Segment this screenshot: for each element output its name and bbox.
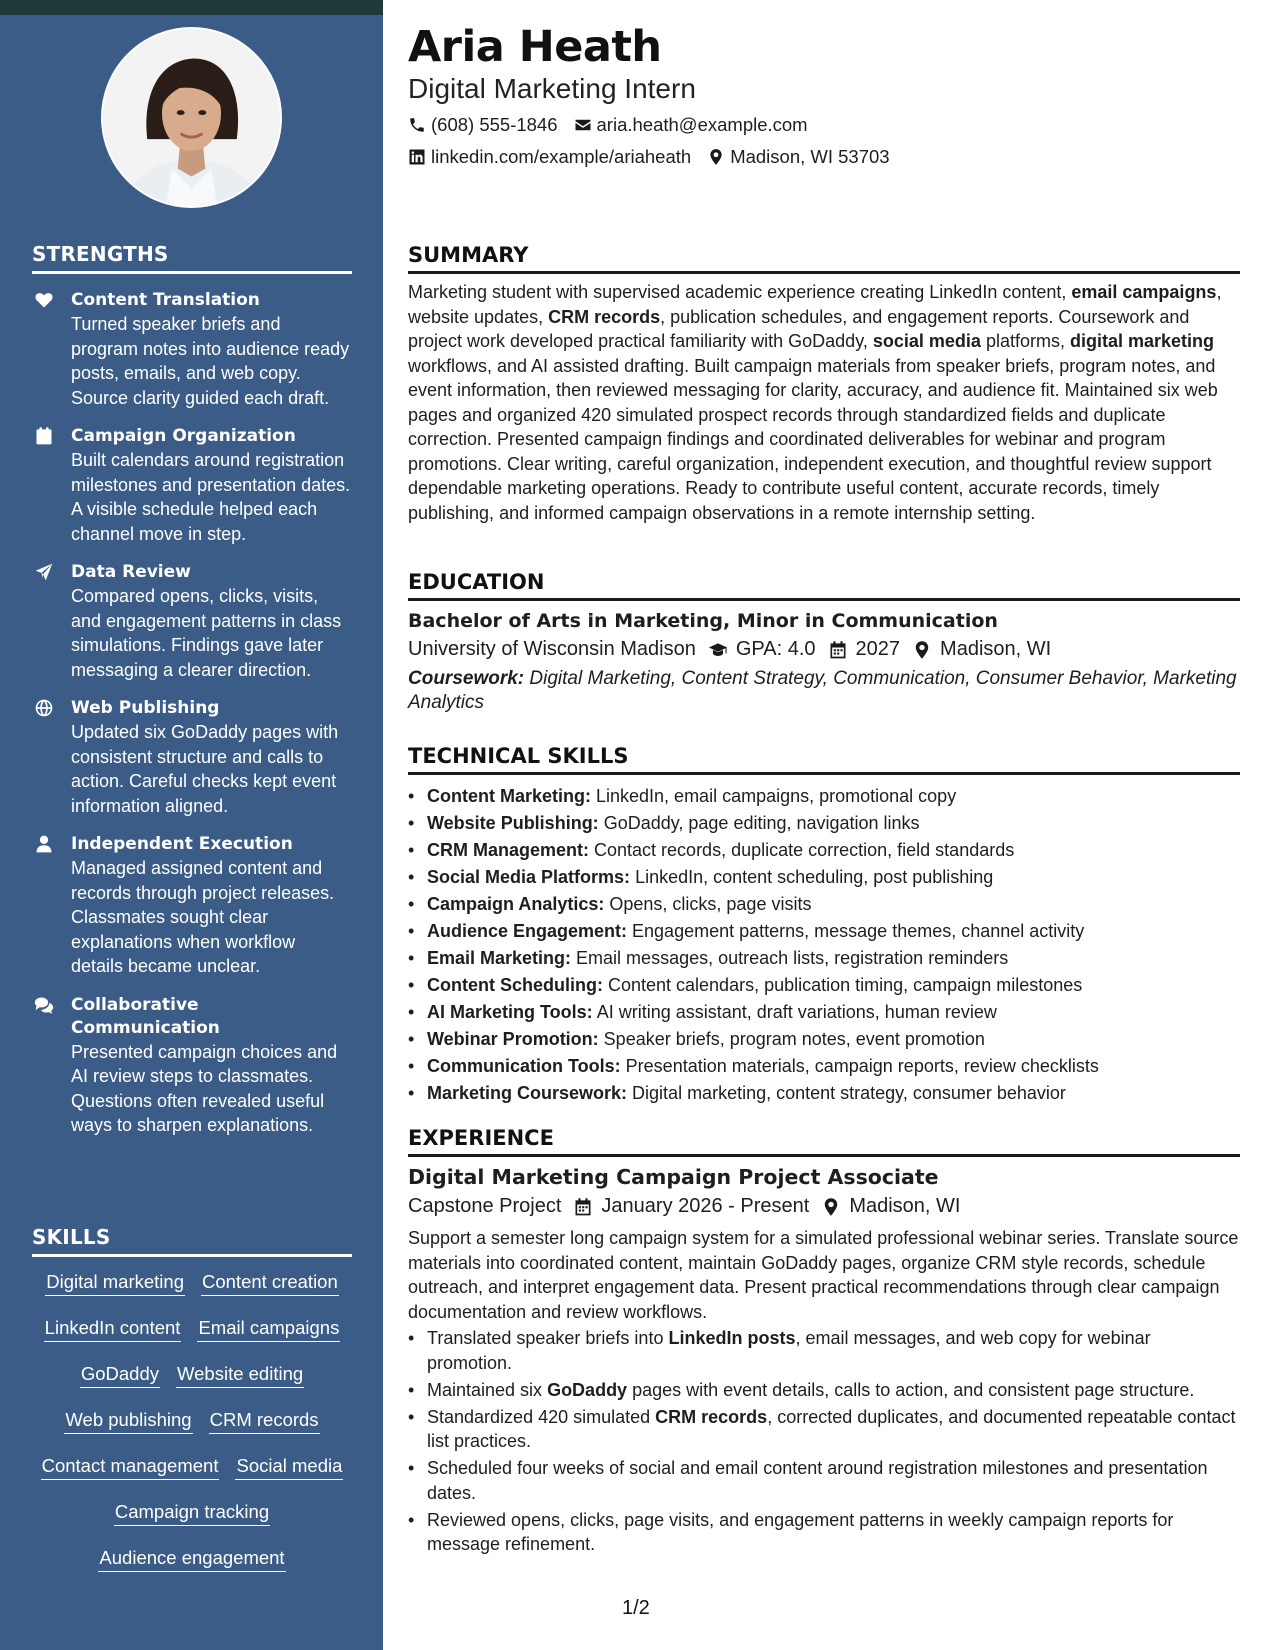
- bullet-keyword: CRM records: [655, 1406, 768, 1427]
- list-item: [408, 892, 1240, 917]
- map-marker-icon: [821, 1197, 841, 1217]
- skill-label: CRM Management:: [427, 840, 590, 860]
- bullet-text: pages with event details, calls to action, and consistent page structure.: [627, 1379, 1195, 1400]
- education-heading: EDUCATION: [408, 570, 1240, 601]
- strength-desc: Updated six GoDaddy pages with consistent structure and calls to action. Careful checks kept event information aligned.: [71, 722, 339, 816]
- strength-item: [32, 994, 352, 1138]
- strength-title: Collaborative Communication: [71, 994, 220, 1038]
- bullet-text: , email messages, and web copy for webinar promotion.: [427, 1328, 1151, 1373]
- job-meta: [408, 1195, 1240, 1218]
- list-item: [408, 1378, 1240, 1403]
- skill-chip: Digital marketing: [45, 1271, 185, 1296]
- technical-skills-list: [408, 784, 1240, 1106]
- technical-skills-section: [408, 744, 1240, 1108]
- job-dates-item: [573, 1195, 809, 1218]
- globe-icon: [34, 698, 54, 718]
- skill-value: Speaker briefs, program notes, event promotion: [598, 1029, 985, 1049]
- skill-chip: Website editing: [176, 1363, 304, 1388]
- phone-text: (608) 555-1846: [431, 114, 558, 135]
- contact-row: [408, 114, 824, 136]
- summary-keyword: social media: [872, 331, 981, 351]
- paper-plane-icon: [34, 562, 54, 582]
- summary-keyword: email campaigns: [1071, 282, 1217, 302]
- degree-title: Bachelor of Arts in Marketing, Minor in Communication: [408, 610, 998, 632]
- graduation-cap-icon: [708, 640, 728, 660]
- phone-icon: [408, 116, 426, 134]
- strength-title: Content Translation: [71, 290, 260, 310]
- strength-item: [32, 425, 352, 546]
- skill-list: [32, 1271, 352, 1593]
- job-location-text: Madison, WI: [849, 1195, 961, 1217]
- strengths-heading: STRENGTHS: [32, 242, 352, 274]
- location-text: Madison, WI 53703: [730, 146, 890, 167]
- summary-section: [408, 243, 1240, 525]
- skill-chip: Social media: [235, 1455, 343, 1480]
- skill-value: LinkedIn, content scheduling, post publishing: [630, 867, 994, 887]
- bullet-keyword: GoDaddy: [547, 1379, 628, 1400]
- comments-icon: [34, 995, 54, 1015]
- bullet-text: Scheduled four weeks of social and email content around registration milestones and presentation dates.: [427, 1458, 1208, 1503]
- skill-value: Content calendars, publication timing, campaign milestones: [602, 975, 1083, 995]
- skill-value: Engagement patterns, message themes, channel activity: [627, 921, 1085, 941]
- strength-item: [32, 697, 352, 818]
- coursework: [408, 667, 1240, 715]
- summary-segment: Marketing student with supervised academic experience creating LinkedIn content,: [408, 282, 1072, 302]
- job-org: Capstone Project: [408, 1195, 562, 1217]
- skill-chip: LinkedIn content: [44, 1317, 182, 1342]
- job-location-item: [821, 1195, 960, 1218]
- skill-label: Social Media Platforms:: [427, 867, 631, 887]
- list-item: [408, 973, 1240, 998]
- skill-label: Marketing Coursework:: [427, 1083, 628, 1103]
- skill-label: Content Scheduling:: [427, 975, 603, 995]
- technical-skills-heading: TECHNICAL SKILLS: [408, 744, 1240, 775]
- experience-section: [408, 1126, 1240, 1559]
- summary-heading: SUMMARY: [408, 243, 1240, 274]
- bullet-text: Maintained six: [427, 1379, 548, 1400]
- summary-keyword: CRM records: [548, 306, 661, 327]
- map-marker-icon: [707, 148, 725, 166]
- education-section: [408, 570, 1240, 715]
- skill-chip: Contact management: [41, 1455, 220, 1480]
- summary-segment: platforms,: [980, 331, 1070, 351]
- page-number: 1/2: [622, 1597, 650, 1619]
- list-item: [408, 1456, 1240, 1505]
- profile-photo-illustration: [103, 29, 280, 206]
- skill-label: Email Marketing:: [427, 948, 572, 968]
- phone-contact[interactable]: [408, 114, 558, 136]
- skill-value: Opens, clicks, page visits: [604, 894, 812, 914]
- bullet-keyword: LinkedIn posts: [668, 1328, 796, 1348]
- strength-item: [32, 289, 352, 410]
- skill-chip: Web publishing: [64, 1409, 192, 1434]
- contact-row-2: [408, 146, 906, 168]
- strength-desc: Presented campaign choices and AI review steps to classmates. Questions often revealed useful ways to sharpen explanations.: [71, 1041, 338, 1135]
- coursework-list: Digital Marketing, Content Strategy, Communication, Consumer Behavior, Marketing Analytics: [408, 668, 1237, 713]
- skill-label: AI Marketing Tools:: [427, 1002, 593, 1022]
- summary-segment: , publication schedules, and engagement reports. Coursework and project work developed practical familiarity with GoDaddy,: [408, 306, 1190, 351]
- skill-label: Content Marketing:: [427, 786, 591, 806]
- skill-value: Email messages, outreach lists, registration reminders: [571, 948, 1009, 968]
- skill-chip: Email campaigns: [197, 1317, 340, 1342]
- calendar-icon: [573, 1197, 593, 1217]
- skill-value: Contact records, duplicate correction, field standards: [589, 840, 1015, 860]
- list-item: [408, 865, 1240, 890]
- list-item: [408, 1081, 1240, 1106]
- skill-value: GoDaddy, page editing, navigation links: [598, 813, 920, 833]
- skill-chip: Content creation: [201, 1271, 339, 1296]
- experience-heading: EXPERIENCE: [408, 1126, 1240, 1157]
- map-marker-icon: [912, 640, 932, 660]
- list-item: [408, 1405, 1240, 1454]
- email-text: aria.heath@example.com: [596, 114, 808, 135]
- calendar-icon: [34, 426, 54, 446]
- summary-segment: , website updates,: [408, 282, 1222, 327]
- skill-chip: Campaign tracking: [114, 1501, 270, 1526]
- profile-photo: [101, 27, 282, 208]
- list-item: [408, 919, 1240, 944]
- skill-value: AI writing assistant, draft variations, human review: [592, 1002, 997, 1022]
- bullet-text: Reviewed opens, clicks, page visits, and engagement patterns in weekly campaign reports for message refinement.: [427, 1509, 1174, 1554]
- strength-item: [32, 561, 352, 682]
- skills-section: [32, 1225, 352, 1593]
- summary-keyword: digital marketing: [1069, 331, 1214, 351]
- gpa-item: [708, 638, 816, 661]
- strengths-section: [32, 242, 352, 1138]
- email-contact[interactable]: [574, 114, 808, 136]
- linkedin-text: linkedin.com/example/ariaheath: [431, 146, 692, 167]
- skill-chip: GoDaddy: [80, 1363, 160, 1388]
- candidate-role: Digital Marketing Intern: [408, 73, 696, 104]
- strength-desc: Turned speaker briefs and program notes into audience ready posts, emails, and web copy. Source clarity guided each draft.: [71, 314, 350, 408]
- job-title: Digital Marketing Campaign Project Associate: [408, 1165, 939, 1189]
- education-meta: [408, 638, 1240, 661]
- skill-label: Webinar Promotion:: [427, 1029, 599, 1049]
- strength-title: Independent Execution: [71, 834, 293, 854]
- skill-label: Website Publishing:: [427, 813, 599, 833]
- education-location-text: Madison, WI: [940, 638, 1052, 660]
- bullet-text: Standardized 420 simulated: [427, 1406, 656, 1427]
- linkedin-contact[interactable]: [408, 146, 691, 168]
- heart-icon: [34, 290, 54, 310]
- user-icon: [34, 834, 54, 854]
- sidebar: [0, 0, 383, 1650]
- skill-label: Communication Tools:: [427, 1056, 621, 1076]
- sidebar-top-bar: [0, 0, 383, 15]
- skill-label: Campaign Analytics:: [427, 894, 605, 914]
- list-item: [408, 1054, 1240, 1079]
- school-name: University of Wisconsin Madison: [408, 638, 696, 660]
- list-item: [408, 811, 1240, 836]
- skill-chip: CRM records: [209, 1409, 320, 1434]
- list-item: [408, 1027, 1240, 1052]
- location-contact: [707, 146, 889, 168]
- summary-segment: workflows, and AI assisted drafting. Built campaign materials from speaker briefs, program notes, and event information, then reviewed messaging for clarity, accuracy, and audience fit. Maintained six web pages and organized 420 simulated prospect records through standardized fields and duplicate correction. Presented campaign findings and coordinated deliverables for webinar and program promotions. Clear writing, careful organization, independent execution, and thoughtful review support dependable marketing operations. Ready to contribute useful content, accurate records, timely publishing, and informed campaign observations in a remote internship setting.: [408, 355, 1218, 523]
- candidate-name: Aria Heath: [408, 22, 662, 72]
- strength-desc: Built calendars around registration milestones and presentation dates. A visible schedule helped each channel move in step.: [71, 450, 351, 544]
- skills-heading: SKILLS: [32, 1225, 352, 1257]
- coursework-label: Coursework:: [408, 668, 525, 689]
- job-bullets: [408, 1326, 1240, 1557]
- list-item: [408, 946, 1240, 971]
- list-item: [408, 1326, 1240, 1375]
- calendar-icon: [828, 640, 848, 660]
- strength-desc: Compared opens, clicks, visits, and engagement patterns in class simulations. Findings gave later messaging a clearer direction.: [71, 586, 342, 680]
- gpa-text: GPA: 4.0: [735, 638, 816, 660]
- bullet-text: , corrected duplicates, and documented repeatable contact list practices.: [427, 1406, 1236, 1451]
- job-dates-text: January 2026 - Present: [601, 1195, 810, 1217]
- skill-value: LinkedIn, email campaigns, promotional copy: [591, 786, 957, 806]
- strength-title: Campaign Organization: [71, 426, 296, 446]
- strength-item: [32, 833, 352, 979]
- skill-value: Presentation materials, campaign reports, review checklists: [620, 1056, 1099, 1076]
- education-location-item: [912, 638, 1051, 661]
- linkedin-icon: [408, 148, 426, 166]
- strength-desc: Managed assigned content and records through project releases. Classmates sought clear explanations when workflow details became unclear.: [71, 858, 335, 976]
- year-text: 2027: [855, 638, 901, 660]
- strength-title: Data Review: [71, 562, 191, 582]
- skill-value: Digital marketing, content strategy, consumer behavior: [627, 1083, 1066, 1103]
- job-description: Support a semester long campaign system for a simulated professional webinar series. Translate source materials into coordinated content, maintain GoDaddy pages, organize CRM style records, schedule outreach, and interpret engagement data. Present practical recommendations through clear campaign documentation and review workflows.: [408, 1228, 1239, 1322]
- list-item: [408, 838, 1240, 863]
- summary-text: [408, 280, 1240, 525]
- skill-label: Audience Engagement:: [427, 921, 628, 941]
- list-item: [408, 1000, 1240, 1025]
- envelope-icon: [574, 116, 592, 134]
- skill-chip: Audience engagement: [98, 1547, 285, 1572]
- strength-title: Web Publishing: [71, 698, 220, 718]
- bullet-text: Translated speaker briefs into: [427, 1328, 669, 1348]
- list-item: [408, 784, 1240, 809]
- year-item: [828, 638, 901, 661]
- list-item: [408, 1508, 1240, 1557]
